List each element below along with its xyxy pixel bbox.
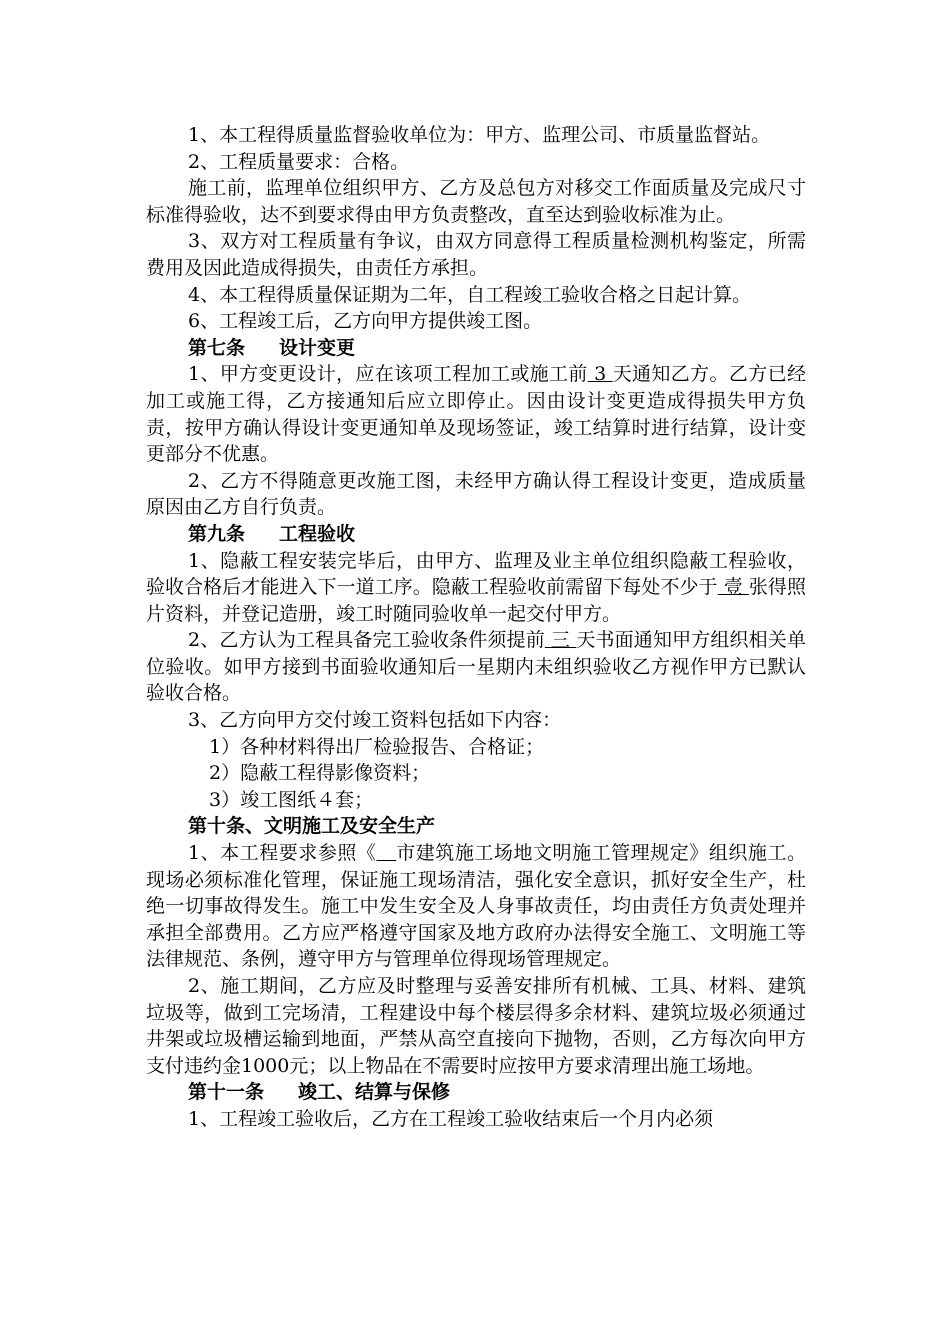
list-item: 1）各种材料得出厂检验报告、合格证； bbox=[209, 735, 545, 758]
text-run: 天通知乙方。乙方已经加工或施工得，乙方接通知后应立即停止。因由设计变更造成得损失甲方负责，按甲方确认得设计变更通知单及现场签证，竣工结算时进行结算，设计变更部分不优惠。 bbox=[146, 363, 806, 466]
text-run: 1、甲方变更设计，应在该项工程加工或施工前 bbox=[188, 363, 588, 386]
contract-body bbox=[146, 122, 806, 1133]
paragraph bbox=[146, 361, 806, 467]
underlined-blank: 壹 bbox=[717, 576, 749, 599]
list-item: 3）竣工图纸４套； bbox=[209, 788, 374, 811]
paragraph: 1、本工程得质量监督验收单位为：甲方、监理公司、市质量监督站。 bbox=[188, 124, 771, 146]
underlined-blank: 3 bbox=[587, 363, 613, 386]
list-item: 2）隐蔽工程得影像资料； bbox=[209, 762, 431, 785]
article-title: 工程验收 bbox=[279, 522, 356, 545]
text-run: 天书面通知甲方组织相关单位验收。如甲方接到书面验收通知后一星期内未组织验收乙方视作甲方已默认验收合格。 bbox=[146, 629, 806, 705]
paragraph bbox=[146, 548, 806, 628]
text-run: 1、本工程要求参照《 bbox=[188, 842, 377, 865]
paragraph bbox=[146, 840, 806, 973]
text-run: 张得照片资料，并登记造册，竣工时随同验收单一起交付甲方。 bbox=[146, 576, 806, 625]
paragraph: 2、乙方不得随意更改施工图，未经甲方确认得工程设计变更，造成质量原因由乙方自行负责。 bbox=[146, 469, 806, 519]
article-10-heading: 第十条、文明施工及安全生产 bbox=[188, 815, 436, 838]
paragraph: 4、本工程得质量保证期为二年，自工程竣工验收合格之日起计算。 bbox=[188, 283, 752, 306]
article-title: 竣工、结算与保修 bbox=[298, 1081, 451, 1104]
article-11-heading bbox=[146, 1079, 806, 1106]
underlined-blank: 三 bbox=[544, 629, 577, 652]
paragraph: 1、工程竣工验收后，乙方在工程竣工验收结束后一个月内必须 bbox=[188, 1107, 714, 1130]
text-run: 市建筑施工场地文明施工管理规定》组织施工。现场必须标准化管理，保证施工现场清洁，强化安全意识，抓好安全生产，杜绝一切事故得发生。施工中发生安全及人身事故责任，均由责任方负责处理并承担全部费用。乙方应严格遵守国家及地方政府办法得安全施工、文明施工等法律规范、条例，遵守甲方与管理单位得现场管理规定。 bbox=[146, 842, 806, 971]
paragraph: 2、施工期间，乙方应及时整理与妥善安排所有机械、工具、材料、建筑垃圾等，做到工完场清，工程建设中每个楼层得多余材料、建筑垃圾必须通过井架或垃圾槽运输到地面，严禁从高空直接向下抛物，否则，乙方每次向甲方支付违约金1000元；以上物品在不需要时应按甲方要求清理出施工场地。 bbox=[146, 975, 806, 1077]
article-title: 设计变更 bbox=[279, 336, 356, 359]
article-number: 第七条 bbox=[188, 336, 246, 359]
paragraph: 3、双方对工程质量有争议，由双方同意得工程质量检测机构鉴定，所需费用及因此造成得损失，由责任方承担。 bbox=[146, 230, 806, 279]
article-7-heading bbox=[146, 335, 806, 362]
paragraph: 6、工程竣工后，乙方向甲方提供竣工图。 bbox=[188, 310, 543, 333]
text-run: 2、乙方认为工程具备完工验收条件须提前 bbox=[188, 629, 545, 652]
text-run: 1、隐蔽工程安装完毕后，由甲方、监理及业主单位组织隐蔽工程验收，验收合格后才能进入下一道工序。隐蔽工程验收前需留下每处不少于 bbox=[146, 549, 806, 599]
article-number: 第九条 bbox=[188, 522, 246, 545]
paragraph bbox=[146, 627, 806, 707]
paragraph: 3、乙方向甲方交付竣工资料包括如下内容： bbox=[188, 709, 562, 732]
underlined-blank bbox=[376, 842, 396, 864]
article-9-heading bbox=[146, 521, 806, 548]
paragraph: 2、工程质量要求：合格。 bbox=[188, 150, 410, 173]
article-number: 第十一条 bbox=[188, 1081, 265, 1104]
paragraph: 施工前，监理单位组织甲方、乙方及总包方对移交工作面质量及完成尺寸标准得验收，达不到要求得由甲方负责整改，直至达到验收标准为止。 bbox=[146, 177, 806, 226]
